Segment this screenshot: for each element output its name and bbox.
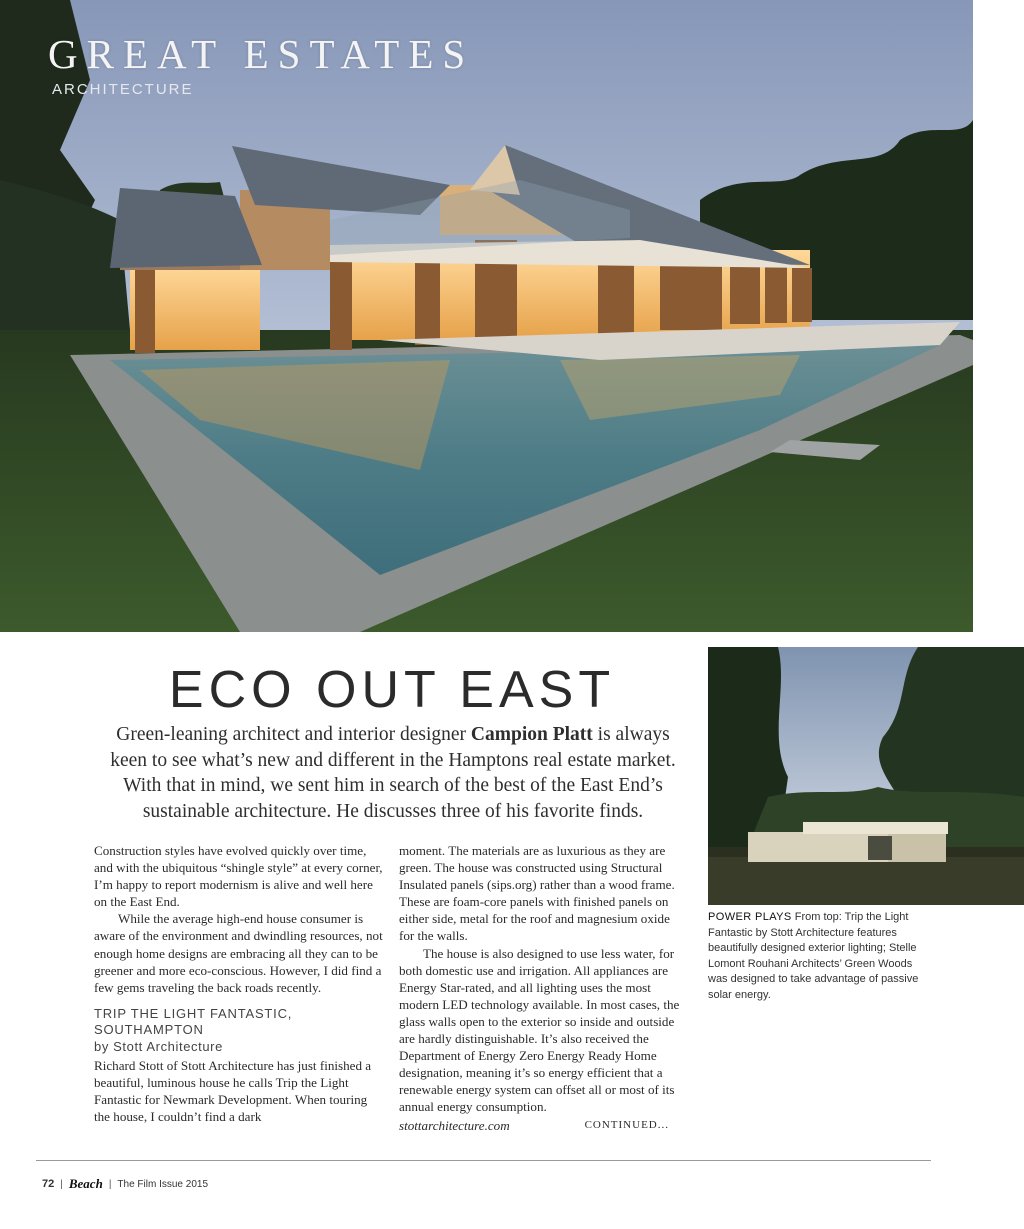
section-byline: by Stott Architecture <box>94 1038 223 1054</box>
footer-separator: | <box>60 1178 63 1190</box>
architect-website-link[interactable]: stottarchitecture.com <box>399 1117 510 1133</box>
magazine-logo: Beach <box>68 1176 103 1191</box>
side-photo <box>708 647 1024 905</box>
article-headline: ECO OUT EAST <box>168 661 616 719</box>
page-number: 72 <box>42 1178 55 1190</box>
col1-paragraph-3: Richard Stott of Stott Architecture has just finished a beautiful, luminous house he calls Trip the Light Fantastic for Newmark Development. When touring the house, I couldn’t find a dark <box>94 1057 372 1125</box>
continued-marker: CONTINUED... <box>584 1118 669 1131</box>
footer-separator: | <box>108 1178 112 1190</box>
caption-text: From top: Trip the Light Fantastic by Stott Architecture features beautifully designed exterior lighting; Stelle Lomont Rouhani Architects’ Green Woods was designed to take advantage of passive solar energy. <box>708 911 919 1001</box>
deck-architect-name: Campion Platt <box>470 724 593 745</box>
subhead-line-1: TRIP THE LIGHT FANTASTIC, <box>94 1005 293 1021</box>
body-column-1 <box>94 842 386 1125</box>
col1-paragraph-1: Construction styles have evolved quickly over time, and with the ubiquitous “shingle style” at every corner, I’m happy to report modernism is alive and well here on the East End. <box>94 843 383 910</box>
issue-name: The Film Issue 2015 <box>117 1178 209 1190</box>
green-woods-house-image <box>708 647 1024 905</box>
section-subtitle: ARCHITECTURE <box>52 81 194 98</box>
footer-rule <box>36 1160 931 1161</box>
col2-paragraph-2: The house is also designed to use less water, for both domestic use and irrigation. All appliances are Energy Star-rated, and all lighting uses the most modern LED technology available. In most cases, the glass walls open to the exterior so inside and outside are hardly distinguishable. It’s also received the Department of Energy Zero Energy Ready Home designation, meaning it’s so energy efficient that a renewable energy system can offset all or most of its annual energy consumption. <box>399 945 680 1115</box>
col2-paragraph-1: moment. The materials are as luxurious as they are green. The house was constructed using Structural Insulated panels (sips.org) rather than a wood frame. These are foam-core panels with finished panels on either side, metal for the roof and magnesium oxide for the walls. <box>399 843 675 944</box>
column-endline <box>399 1117 681 1134</box>
col1-paragraph-2: While the average high-end house consumer is aware of the environment and dwindling resources, not enough home designs are embracing all they can to be greener and more eco-conscious. However, I did find a few gems traveling the back roads recently. <box>94 911 383 995</box>
caption-lead: POWER PLAYS <box>708 911 792 923</box>
deck-text-after: is always keen to see what’s new and different in the Hamptons real estate market. With that in mind, we sent him in search of the best of the East End’s sustainable architecture. He discusses three of his favorite finds. <box>110 724 676 822</box>
photo-caption <box>708 910 930 1003</box>
body-column-2 <box>399 842 681 1134</box>
section-title: GREAT ESTATES <box>48 31 475 77</box>
subhead-line-2: SOUTHAMPTON <box>94 1021 204 1037</box>
deck-text-before: Green-leaning architect and interior designer <box>116 724 471 745</box>
article-deck <box>98 722 688 824</box>
page-footer <box>42 1176 208 1192</box>
section-subhead <box>94 1006 386 1038</box>
